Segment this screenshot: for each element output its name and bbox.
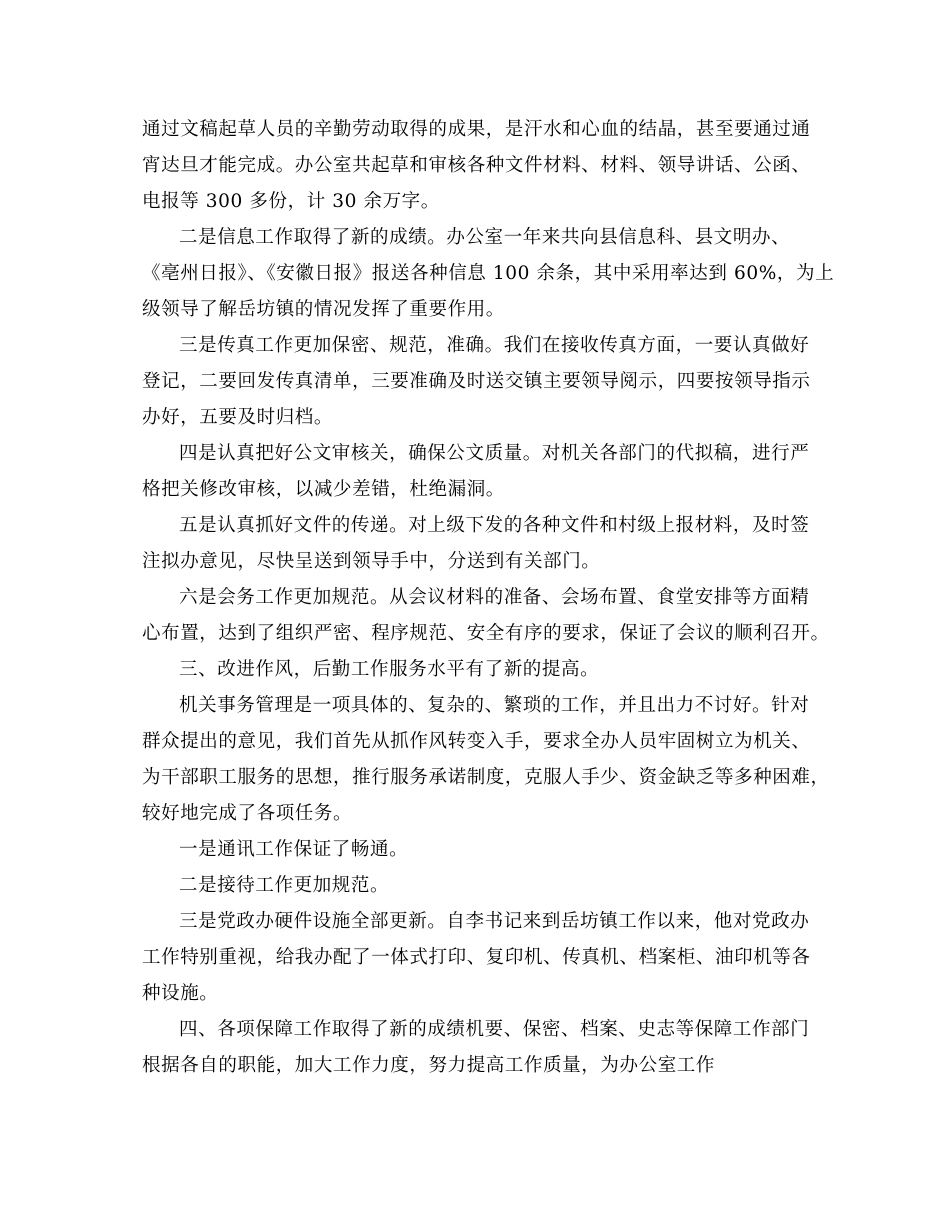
paragraph-9 xyxy=(142,832,810,868)
text-line: 种设施。 xyxy=(142,983,219,1004)
text-line: 级领导了解岳坊镇的情况发挥了重要作用。 xyxy=(142,299,505,320)
paragraph-6 xyxy=(142,580,830,652)
text-line: 三、改进作风，后勤工作服务水平有了新的提高。 xyxy=(179,659,600,680)
section-heading-4 xyxy=(142,1012,810,1084)
text-line: 通过文稿起草人员的辛勤劳动取得的成果，是汗水和心血的结晶，甚至要通过通 xyxy=(142,119,811,140)
paragraph-2 xyxy=(142,220,835,328)
text-line: 群众提出的意见，我们首先从抓作风转变入手，要求全办人员牢固树立为机关、 xyxy=(142,731,811,752)
document-body xyxy=(142,112,835,1084)
paragraph-3 xyxy=(142,328,810,436)
paragraph-8 xyxy=(142,688,830,832)
text-line: 较好地完成了各项任务。 xyxy=(142,803,353,824)
paragraph-5 xyxy=(142,508,810,580)
paragraph-11 xyxy=(142,904,810,1012)
paragraph-10 xyxy=(142,868,810,904)
text-line: 二是信息工作取得了新的成绩。办公室一年来共向县信息科、县文明办、 xyxy=(179,227,791,248)
text-line: 四是认真把好公文审核关，确保公文质量。对机关各部门的代拟稿，进行严 xyxy=(179,443,810,464)
text-line: 二是接待工作更加规范。 xyxy=(179,875,390,896)
text-line: 宵达旦才能完成。办公室共起草和审核各种文件材料、材料、领导讲话、公函、 xyxy=(142,155,811,176)
text-line: 根据各自的职能，加大工作力度，努力提高工作质量，为办公室工作 xyxy=(142,1055,716,1076)
text-line: 格把关修改审核，以减少差错，杜绝漏洞。 xyxy=(142,479,505,500)
text-line: 电报等 300 多份，计 30 余万字。 xyxy=(142,191,440,212)
paragraph-1 xyxy=(142,112,810,220)
text-line: 为干部职工服务的思想，推行服务承诺制度，克服人手少、资金缺乏等多种困难， xyxy=(142,767,830,788)
text-line: 工作特别重视，给我办配了一体式打印、复印机、传真机、档案柜、油印机等各 xyxy=(142,947,811,968)
text-line: 登记，二要回发传真清单，三要准确及时送交镇主要领导阅示，四要按领导指示 xyxy=(142,371,811,392)
text-line: 四、各项保障工作取得了新的成绩机要、保密、档案、史志等保障工作部门 xyxy=(179,1019,810,1040)
text-line: 机关事务管理是一项具体的、复杂的、繁琐的工作，并且出力不讨好。针对 xyxy=(179,695,810,716)
text-line: 三是党政办硬件设施全部更新。自李书记来到岳坊镇工作以来，他对党政办 xyxy=(179,911,810,932)
text-line: 六是会务工作更加规范。从会议材料的准备、会场布置、食堂安排等方面精 xyxy=(179,587,810,608)
section-heading-3 xyxy=(142,652,810,688)
text-line: 三是传真工作更加保密、规范，准确。我们在接收传真方面，一要认真做好 xyxy=(179,335,810,356)
text-line: 五是认真抓好文件的传递。对上级下发的各种文件和村级上报材料，及时签 xyxy=(179,515,810,536)
text-line: 心布置，达到了组织严密、程序规范、安全有序的要求，保证了会议的顺利召开。 xyxy=(142,623,830,644)
text-line: 办好，五要及时归档。 xyxy=(142,407,334,428)
text-line: 一是通讯工作保证了畅通。 xyxy=(179,839,409,860)
text-line: 注拟办意见，尽快呈送到领导手中，分送到有关部门。 xyxy=(142,551,601,572)
text-line: 《亳州日报》、《安徽日报》报送各种信息 100 余条，其中采用率达到 60%，为上 xyxy=(142,263,835,284)
paragraph-4 xyxy=(142,436,810,508)
